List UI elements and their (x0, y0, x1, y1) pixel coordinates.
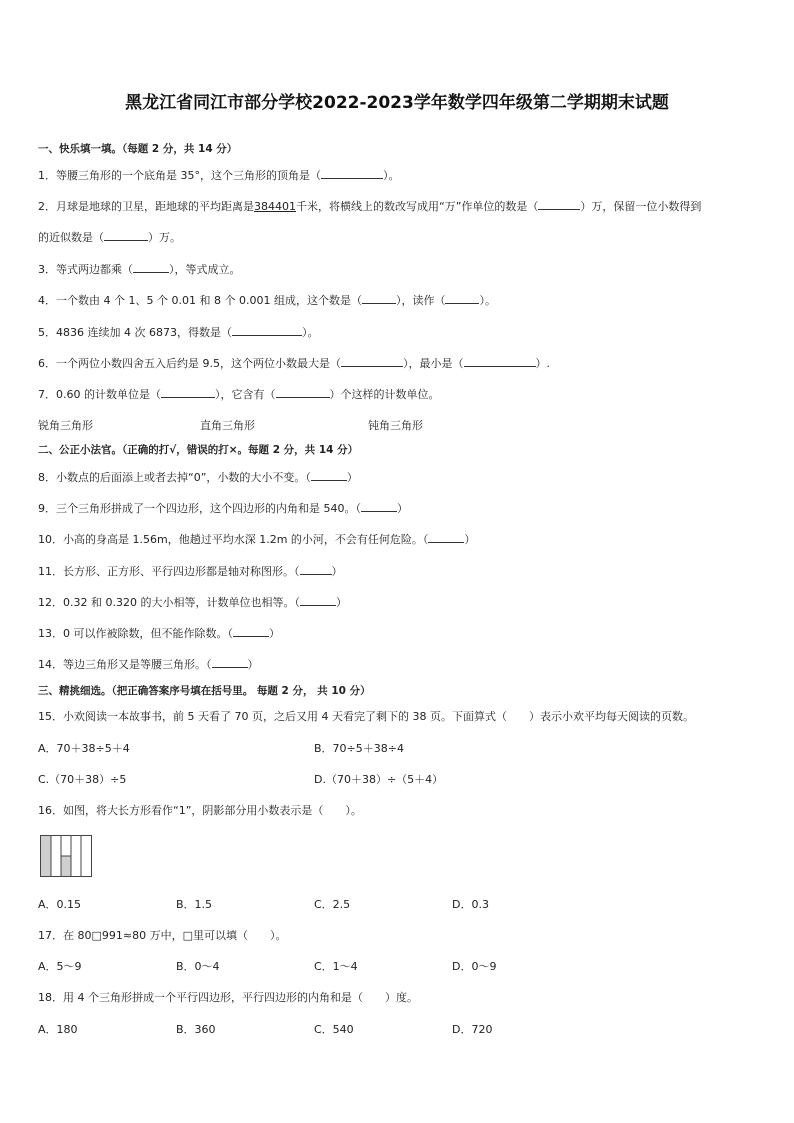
answer-blank[interactable] (133, 262, 169, 273)
answer-blank[interactable] (232, 325, 302, 336)
question-3: 3．等式两边都乘（ ），等式成立。 (38, 263, 241, 276)
section-2-heading: 二、公正小法官。（正确的打√，错误的打×。每题 2 分，共 14 分） (38, 444, 359, 456)
answer-blank[interactable] (362, 293, 396, 304)
answer-blank[interactable] (161, 387, 215, 398)
shaded-column (41, 836, 51, 876)
question-17: 17．在 80□991≈80 万中，□里可以填（ ）。 (38, 929, 287, 942)
section-1-heading: 一、快乐填一填。（每题 2 分，共 14 分） (38, 143, 238, 155)
answer-blank[interactable] (300, 564, 332, 575)
question-11: 11．长方形、正方形、平行四边形都是轴对称图形。（ ） (38, 565, 343, 578)
answer-blank[interactable] (311, 470, 347, 481)
page-title: 黑龙江省同江市部分学校2022-2023学年数学四年级第二学期期末试题 (125, 93, 669, 113)
answer-blank[interactable] (445, 293, 479, 304)
q16-option-b[interactable]: B．1.5 (176, 898, 213, 911)
answer-blank[interactable] (361, 501, 397, 512)
question-7: 7．0.60 的计数单位是（ ），它含有（ ）个这样的计数单位。 (38, 388, 440, 401)
answer-blank[interactable] (212, 657, 248, 668)
answer-blank[interactable] (276, 387, 330, 398)
q16-option-a[interactable]: A．0.15 (38, 898, 82, 911)
q17-option-d[interactable]: D．0～9 (452, 960, 497, 973)
question-18: 18．用 4 个三角形拼成一个平行四边形，平行四边形的内角和是（ ）度。 (38, 991, 418, 1004)
question-6: 6．一个两位小数四舍五入后约是 9.5，这个两位小数最大是（ ），最小是（ ）. (38, 357, 550, 370)
section-3-heading: 三、精挑细选。（把正确答案序号填在括号里。 每题 2 分， 共 10 分） (38, 685, 371, 697)
question-10: 10．小高的身高是 1.56m，他趟过平均水深 1.2m 的小河，不会有任何危险。（ ） (38, 533, 476, 546)
q16-option-c[interactable]: C．2.5 (314, 898, 351, 911)
question-8: 8．小数点的后面添上或者去掉“0”，小数的大小不变。（ ） (38, 471, 358, 484)
q17-option-a[interactable]: A．5～9 (38, 960, 82, 973)
question-4: 4．一个数由 4 个 1、5 个 0.01 和 8 个 0.001 组成，这个数是（ ），读作（ ）。 (38, 294, 496, 307)
answer-blank[interactable] (464, 356, 536, 367)
answer-blank[interactable] (341, 356, 403, 367)
shape-label-right: 直角三角形 (200, 419, 255, 432)
question-13: 13．0 可以作被除数，但不能作除数。（ ） (38, 627, 280, 640)
shaded-half-column (61, 856, 71, 876)
q15-option-c[interactable]: C.（70＋38）÷5 (38, 773, 127, 786)
q18-option-c[interactable]: C．540 (314, 1023, 354, 1036)
question-16: 16．如图，将大长方形看作“1”，阴影部分用小数表示是（ ）。 (38, 804, 362, 817)
q17-option-c[interactable]: C．1～4 (314, 960, 358, 973)
answer-blank[interactable] (538, 199, 580, 210)
answer-blank[interactable] (300, 595, 336, 606)
question-9: 9．三个三角形拼成了一个四边形，这个四边形的内角和是 540。（ ） (38, 502, 408, 515)
q15-option-a[interactable]: A．70＋38÷5＋4 (38, 742, 130, 755)
question-14: 14．等边三角形又是等腰三角形。（ ） (38, 658, 259, 671)
question-1: 1．等腰三角形的一个底角是 35°，这个三角形的顶角是（ ）。 (38, 169, 400, 182)
q15-option-b[interactable]: B．70÷5＋38÷4 (314, 742, 404, 755)
q16-option-d[interactable]: D．0.3 (452, 898, 489, 911)
q15-option-d[interactable]: D.（70＋38）÷（5＋4） (314, 773, 444, 786)
answer-blank[interactable] (428, 532, 464, 543)
question-5: 5．4836 连续加 4 次 6873，得数是（ ）。 (38, 326, 319, 339)
shaded-rectangle-figure (40, 835, 92, 877)
question-2: 2．月球是地球的卫星，距地球的平均距离是384401千米，将横线上的数改写成用“万”作单位的数是（ ）万，保留一位小数得到 (38, 200, 702, 213)
q18-option-b[interactable]: B．360 (176, 1023, 216, 1036)
answer-blank[interactable] (321, 168, 383, 179)
question-2-cont: 的近似数是（ ）万。 (38, 231, 181, 244)
q17-option-b[interactable]: B．0～4 (176, 960, 220, 973)
shape-label-obtuse: 钝角三角形 (368, 419, 423, 432)
answer-blank[interactable] (104, 230, 148, 241)
q18-option-d[interactable]: D．720 (452, 1023, 493, 1036)
answer-blank[interactable] (233, 626, 269, 637)
q18-option-a[interactable]: A．180 (38, 1023, 78, 1036)
question-12: 12．0.32 和 0.320 的大小相等，计数单位也相等。（ ） (38, 596, 347, 609)
shape-label-acute: 锐角三角形 (38, 419, 93, 432)
question-15: 15．小欢阅读一本故事书，前 5 天看了 70 页，之后又用 4 天看完了剩下的 38 页。下面算式（ ）表示小欢平均每天阅读的页数。 (38, 710, 694, 723)
